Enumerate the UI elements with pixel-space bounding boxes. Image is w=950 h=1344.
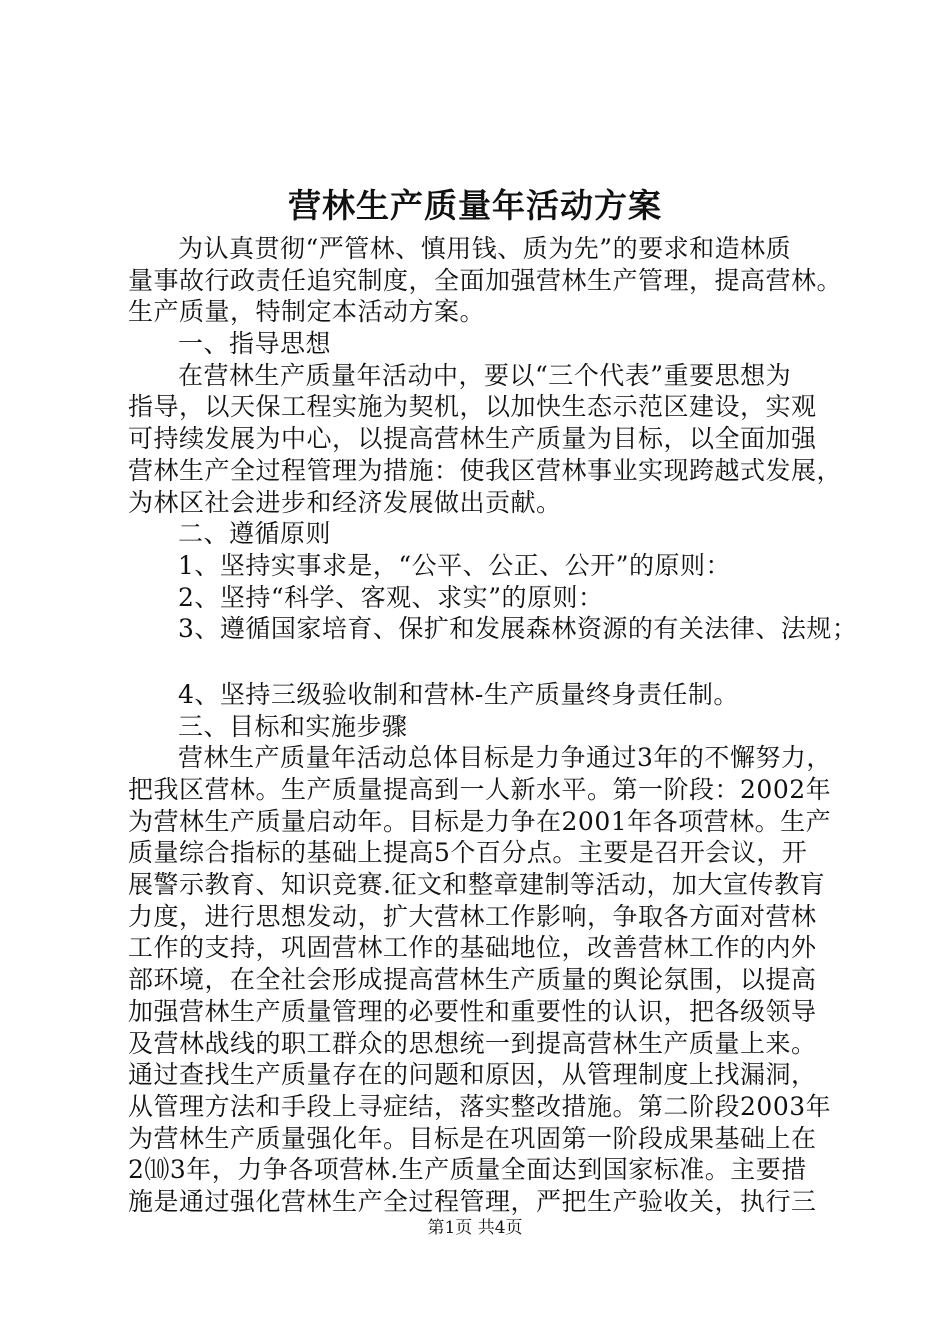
paragraph-line: 为林区社会进步和经济发展做出贡献。 [128,487,562,517]
document-title: 营林生产质量年活动方案 [288,186,662,225]
paragraph-line: 为营林生产质量启动年。目标是力争在2001年各项营林。生产 [128,806,832,836]
paragraph-line: 营林生产全过程管理为措施：使我区营林事业实现跨越式发展， [128,455,843,485]
paragraph-line: 为认真贯彻“严管林、慎用钱、质为先”的要求和造林质 [178,234,792,263]
paragraph-line: 从管理方法和手段上寻症结，落实整改措施。第二阶段2003年 [128,1091,832,1121]
paragraph-line: 指导，以天保工程实施为契机，以加快生态示范区建设，实观 [128,392,817,422]
page-number: 第1页 共4页 [427,1218,523,1238]
paragraph-line: 把我区营林。生产质量提高到一人新水平。第一阶段：2002年 [128,775,832,804]
paragraph-line: 工作的支持，巩固营林工作的基础地位，改善营林工作的内外 [128,933,817,963]
blank-line [128,645,848,679]
section-heading: 一、指导思想 [178,329,332,359]
paragraph-line: 施是通过强化营林生产全过程管理，严把生产验收关，执行三 [128,1186,817,1216]
paragraph-line: 展警示教育、知识竞赛.征文和整章建制等活动，加大宣传教肓 [128,870,825,900]
section-heading: 二、遵循原则 [178,519,332,549]
paragraph-line: 生产质量，特制定本活动方案。 [128,297,486,327]
paragraph-line: 通过查找生产质量存在的问题和原因，从管理制度上找漏洞， [128,1060,817,1090]
list-item: 1、坚持实事求是，“公平、公正、公开”的原则： [178,550,731,580]
list-item: 2、坚持“科学、客观、求实”的原则： [178,582,604,612]
document-body [128,233,858,1218]
paragraph-line: 为营林生产质量强化年。目标是在巩固第一阶段成果基础上在 [128,1123,817,1153]
paragraph-line: 营林生产质量年活动总体目标是力争通过3年的不懈努力， [178,743,832,773]
paragraph-line: 及营林战线的职工群众的思想统一到提高营林生产质量上来。 [128,1028,817,1058]
list-item: 4、坚持三级验收制和营林-生产质量终身责任制。 [178,679,739,709]
paragraph-line: 在营林生产质量年活动中，要以“三个代表”重要思想为 [178,360,792,390]
list-item: 3、遵循国家培育、保扩和发展森林资源的有关法律、法规； [178,614,858,644]
paragraph-line: 加强营林生产质量管理的必要性和重要性的认识，把各级领导 [128,996,817,1026]
paragraph-line: 2⑽3年，力争各项营林.生产质量全面达到国家标准。主要措 [128,1155,807,1185]
paragraph-line: 可持续发展为中心，以提高营林生产质量为目标，以全面加强 [128,424,817,454]
section-heading: 三、目标和实施步骤 [178,711,408,741]
paragraph-line: 部环境，在全社会形成提高营林生产质量的舆论氛围，以提高 [128,965,817,995]
paragraph-line: 量事故行政责任追究制度，全面加强营林生产管理，提高营林。 [128,265,843,295]
paragraph-line: 质量综合指标的基础上提高5个百分点。主要是召开会议，开 [128,838,808,868]
paragraph-line: 力度，进行思想发动，扩大营林工作影响，争取各方面对营林 [128,901,817,931]
